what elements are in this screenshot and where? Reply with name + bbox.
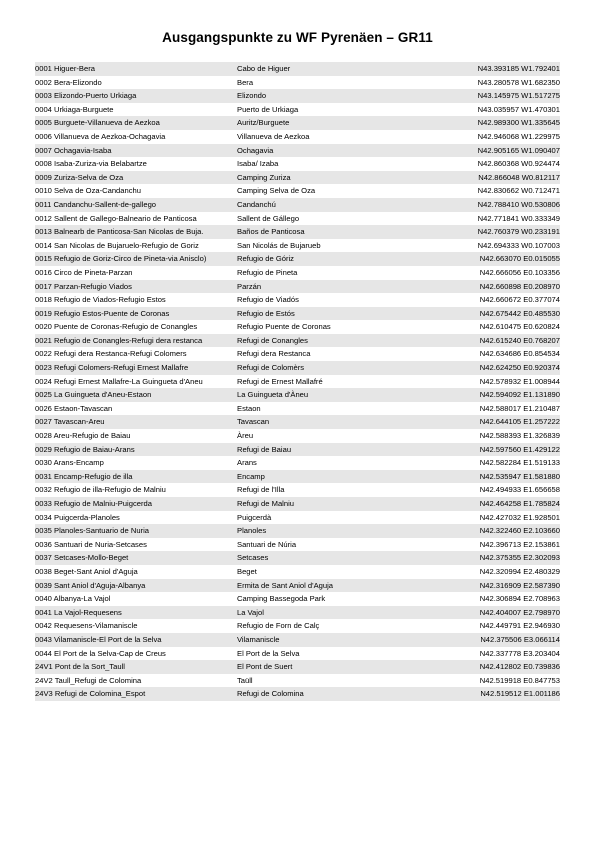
stage-name-cell: 0022 Refugi dera Restanca-Refugi Colomers (35, 349, 187, 359)
stage-name-cell: 0019 Refugio Estos-Puente de Coronas (35, 308, 170, 318)
start-point-cell: Baños de Panticosa (237, 227, 305, 237)
start-point-cell: El Pont de Suert (237, 662, 293, 672)
table-row (35, 619, 560, 633)
start-point-cell: Villanueva de Aezkoa (237, 131, 310, 141)
coordinates-cell: N42.666056 E0.103356 (479, 267, 560, 277)
coordinates-cell: N42.375355 E2.302093 (479, 553, 560, 563)
table-row (35, 171, 560, 185)
coordinates-cell: N42.494933 E1.656658 (479, 485, 560, 495)
stage-name-cell: 0024 Refugi Ernest Mallafre-La Guingueta d'Aneu (35, 376, 203, 386)
stage-name-cell: 0007 Ochagavia-Isaba (35, 145, 112, 155)
table-row (35, 456, 560, 470)
start-point-cell: Candanchú (237, 199, 276, 209)
table-row (35, 89, 560, 103)
table-row (35, 511, 560, 525)
start-point-cell: Tavascan (237, 417, 270, 427)
start-point-cell: Isaba/ Izaba (237, 159, 279, 169)
table-row (35, 687, 560, 701)
coordinates-cell: N42.946068 W1.229975 (477, 131, 560, 141)
coordinates-cell: N42.535947 E1.581880 (479, 471, 560, 481)
table-row (35, 266, 560, 280)
stage-name-cell: 0004 Urkiaga-Burguete (35, 104, 114, 114)
table-row (35, 293, 560, 307)
coordinates-cell: N42.396713 E2.153861 (479, 539, 560, 549)
table-row (35, 320, 560, 334)
start-point-cell: Refugi de Ernest Mallafré (237, 376, 323, 386)
coordinates-cell: N42.675442 E0.485530 (479, 308, 560, 318)
table-row (35, 660, 560, 674)
coordinates-cell: N42.860368 W0.924474 (477, 159, 560, 169)
stage-name-cell: 0032 Refugio de illa-Refugio de Malniu (35, 485, 166, 495)
start-point-cell: San Nicolás de Bujarueb (237, 240, 321, 250)
coordinates-cell: N42.316909 E2.587390 (479, 580, 560, 590)
table-row (35, 361, 560, 375)
coordinates-cell: N43.280578 W1.682350 (477, 77, 560, 87)
coordinates-cell: N42.588017 E1.210487 (479, 403, 560, 413)
table-row (35, 388, 560, 402)
start-point-cell: Setcases (237, 553, 269, 563)
table-row (35, 198, 560, 212)
coordinates-cell: N43.145975 W1.517275 (477, 91, 560, 101)
table-row (35, 157, 560, 171)
table-row (35, 334, 560, 348)
stage-name-cell: 0025 La Guingueta d'Aneu-Estaon (35, 390, 152, 400)
stage-name-cell: 24V3 Refugi de Colomina_Espot (35, 689, 146, 699)
stage-name-cell: 0018 Refugio de Viados-Refugio Estos (35, 295, 166, 305)
stage-name-cell: 0043 Vilamaniscle-El Port de la Selva (35, 634, 162, 644)
table-row (35, 415, 560, 429)
stage-name-cell: 0012 Sallent de Gallego-Balneario de Panticosa (35, 213, 197, 223)
start-point-cell: Refugi de Malniu (237, 499, 294, 508)
coordinates-cell: N42.320994 E2.480329 (479, 566, 560, 576)
stage-name-cell: 0028 Areu-Refugio de Baiau (35, 431, 131, 441)
table-row (35, 402, 560, 416)
start-point-cell: Sallent de Gállego (237, 213, 300, 223)
table-row (35, 497, 560, 511)
start-point-cell: Estaon (237, 403, 261, 413)
start-point-cell: Àreu (237, 431, 254, 441)
start-point-cell: Refugio de Pineta (237, 267, 298, 277)
coordinates-cell: N43.393185 W1.792401 (477, 64, 560, 73)
coordinates-cell: N42.610475 E0.620824 (479, 322, 560, 332)
table-row (35, 606, 560, 620)
stage-name-cell: 0038 Beget-Sant Aniol d'Aguja (35, 566, 138, 576)
stage-name-cell: 0029 Refugio de Baiau-Arans (35, 444, 135, 454)
table-row (35, 76, 560, 90)
stage-name-cell: 0011 Candanchu-Sallent-de-gallego (35, 199, 157, 209)
table-row (35, 212, 560, 226)
start-point-cell: Refugio Puente de Coronas (237, 322, 331, 332)
stage-name-cell: 0044 El Port de la Selva-Cap de Creus (35, 648, 166, 658)
stage-name-cell: 0002 Bera-Elizondo (35, 77, 102, 87)
stage-name-cell: 0026 Estaon-Tavascan (35, 403, 113, 413)
coordinates-cell: N42.660672 E0.377074 (479, 295, 560, 305)
coordinates-cell: N42.760379 W0.233191 (477, 227, 560, 237)
coordinates-cell: N42.634686 E0.854534 (479, 349, 560, 359)
table-row (35, 239, 560, 253)
table-row (35, 103, 560, 117)
table-row (35, 307, 560, 321)
start-point-cell: Taüll (237, 675, 253, 685)
table-row (35, 184, 560, 198)
stage-name-cell: 0039 Sant Aniol d'Aguja-Albanya (35, 580, 146, 590)
coordinates-cell: N42.582284 E1.519133 (479, 458, 560, 468)
start-point-cell: Refugi de Conangles (237, 335, 308, 345)
start-point-cell: Refugi dera Restanca (237, 349, 311, 359)
stage-name-cell: 0014 San Nicolas de Bujaruelo-Refugio de Goriz (35, 240, 199, 250)
start-point-cell: Camping Bassegoda Park (237, 594, 326, 604)
coordinates-cell: N42.337778 E3.203404 (479, 648, 560, 658)
table-row (35, 592, 560, 606)
table-row (35, 116, 560, 130)
coordinates-cell: N42.375506 E3.066114 (480, 634, 560, 644)
coordinates-cell: N42.771841 W0.333349 (477, 213, 560, 223)
coordinates-cell: N42.989300 W1.335645 (477, 118, 560, 128)
page-title: Ausgangspunkte zu WF Pyrenäen – GR11 (162, 30, 433, 45)
start-point-cell: Refugio de Forn de Calç (237, 621, 320, 631)
coordinates-cell: N42.905165 W1.090407 (477, 145, 560, 155)
start-point-cell: Camping Selva de Oza (237, 186, 316, 196)
stage-name-cell: 0031 Encamp-Refugio de illa (35, 471, 133, 481)
start-point-cell: Beget (237, 566, 257, 576)
stage-name-cell: 0023 Refugi Colomers-Refugi Ernest Mallafre (35, 363, 189, 373)
stage-name-cell: 0040 Albanya-La Vajol (35, 594, 111, 604)
coordinates-cell: N42.578932 E1.008944 (479, 376, 560, 386)
start-point-cell: Puigcerdà (237, 512, 272, 522)
stage-name-cell: 0030 Arans-Encamp (35, 458, 104, 468)
stage-name-cell: 0016 Circo de Pineta-Parzan (35, 267, 133, 277)
stage-name-cell: 0010 Selva de Oza-Candanchu (35, 186, 141, 196)
stage-name-cell: 0017 Parzan-Refugio Viados (35, 281, 132, 291)
stage-name-cell: 0027 Tavascan-Areu (35, 417, 105, 427)
table-row (35, 62, 560, 76)
coordinates-cell: N42.597560 E1.429122 (479, 444, 560, 454)
start-point-cell: Santuari de Núria (237, 539, 297, 549)
table-row (35, 633, 560, 647)
coordinates-cell: N42.694333 W0.107003 (477, 240, 560, 250)
start-point-cell: Refugio de Estós (237, 308, 295, 318)
table-row (35, 375, 560, 389)
start-point-cell: Refugio de Viadós (237, 295, 299, 305)
coordinates-cell: N42.660898 E0.208970 (479, 281, 560, 291)
start-point-cell: Refugi de Colomèrs (237, 363, 305, 373)
coordinates-cell: N42.404007 E2.798970 (479, 607, 560, 617)
table-row (35, 524, 560, 538)
start-point-cell: Refugi de l'Illa (237, 485, 285, 495)
start-point-cell: Ochagavia (237, 145, 274, 155)
table-row (35, 144, 560, 158)
table-row (35, 674, 560, 688)
table-row (35, 280, 560, 294)
coordinates-cell: N42.788410 W0.530806 (477, 199, 560, 209)
coordinates-cell: N42.519512 E1.001186 (480, 689, 560, 699)
stage-name-cell: 24V1 Pont de la Sort_Taull (35, 662, 125, 672)
start-point-cell: Encamp (237, 471, 265, 481)
coordinates-cell: N42.464258 E1.785824 (479, 499, 560, 508)
stage-name-cell: 0008 Isaba-Zuriza-via Belabartze (35, 159, 147, 169)
coordinates-cell: N42.615240 E0.768207 (479, 335, 560, 345)
table-row (35, 225, 560, 239)
coordinates-cell: N42.830662 W0.712471 (477, 186, 560, 196)
stage-name-cell: 0034 Puigcerda-Planoles (35, 512, 120, 522)
coordinates-cell: N42.306894 E2.708963 (479, 594, 560, 604)
stage-name-cell: 0006 Villanueva de Aezkoa-Ochagavia (35, 131, 166, 141)
start-point-cell: Parzán (237, 281, 262, 291)
start-point-cell: Planoles (237, 526, 267, 536)
start-point-cell: Arans (237, 458, 257, 468)
coordinates-cell: N42.519918 E0.847753 (479, 675, 560, 685)
start-point-cell: Refugi de Colomina (237, 689, 304, 699)
table-row (35, 429, 560, 443)
table-row (35, 551, 560, 565)
start-point-cell: Vilamaniscle (237, 634, 280, 644)
stage-name-cell: 0013 Balnearb de Panticosa-San Nicolas de Buja. (35, 227, 204, 237)
stage-name-cell: 0037 Setcases-Mollo-Beget (35, 553, 129, 563)
stage-name-cell: 0001 Higuer-Bera (35, 64, 95, 73)
coordinates-cell: N42.588393 E1.326839 (479, 431, 560, 441)
coordinates-cell: N42.663070 E0.015055 (479, 254, 560, 264)
start-point-cell: Bera (237, 77, 254, 87)
coordinates-cell: N42.594092 E1.131890 (479, 390, 560, 400)
start-point-cell: Refugi de Baiau (237, 444, 292, 454)
coordinates-cell: N42.644105 E1.257222 (479, 417, 560, 427)
table-row (35, 130, 560, 144)
start-point-cell: Puerto de Urkiaga (237, 104, 299, 114)
coordinates-cell: N42.624250 E0.920374 (479, 363, 560, 373)
table-row (35, 483, 560, 497)
stage-name-cell: 24V2 Taull_Refugi de Colomina (35, 675, 142, 685)
coordinates-cell: N42.427032 E1.928501 (479, 512, 560, 522)
stage-name-cell: 0005 Burguete-Villanueva de Aezkoa (35, 118, 160, 128)
start-point-cell: Ermita de Sant Aniol d'Aguja (237, 580, 334, 590)
table-row (35, 647, 560, 661)
coordinates-cell: N43.035957 W1.470301 (477, 104, 560, 114)
table-row (35, 252, 560, 266)
stage-name-cell: 0035 Planoles-Santuario de Nuria (35, 526, 149, 536)
table-row (35, 565, 560, 579)
stage-name-cell: 0021 Refugio de Conangles-Refugi dera restanca (35, 335, 203, 345)
stage-name-cell: 0015 Refugio de Goriz-Circo de Pineta-via Anisclo) (35, 254, 207, 264)
stage-name-cell: 0042 Requesens-Vilamaniscle (35, 621, 138, 631)
stage-name-cell: 0003 Elizondo-Puerto Urkiaga (35, 91, 137, 101)
start-point-cell: La Guingueta d'Àneu (237, 390, 309, 400)
stage-name-cell: 0033 Refugio de Malniu-Puigcerda (35, 499, 152, 508)
start-point-cell: Auritz/Burguete (237, 118, 290, 128)
table-row (35, 538, 560, 552)
stage-name-cell: 0020 Puente de Coronas-Refugio de Conangles (35, 322, 198, 332)
start-point-cell: El Port de la Selva (237, 648, 300, 658)
waypoint-table (35, 62, 560, 701)
start-point-cell: Elizondo (237, 91, 267, 101)
stage-name-cell: 0041 La Vajol-Requesens (35, 607, 122, 617)
table-row (35, 347, 560, 361)
start-point-cell: Camping Zuriza (237, 172, 291, 182)
table-row (35, 579, 560, 593)
stage-name-cell: 0036 Santuari de Nuria-Setcases (35, 539, 147, 549)
start-point-cell: La Vajol (237, 607, 264, 617)
coordinates-cell: N42.866048 W0.812117 (478, 172, 560, 182)
start-point-cell: Cabo de Higuer (237, 64, 291, 73)
table-row (35, 470, 560, 484)
coordinates-cell: N42.412802 E0.739836 (479, 662, 560, 672)
coordinates-cell: N42.322460 E2.103660 (479, 526, 560, 536)
table-row (35, 443, 560, 457)
coordinates-cell: N42.449791 E2.946930 (479, 621, 560, 631)
start-point-cell: Refugio de Góriz (237, 254, 294, 264)
stage-name-cell: 0009 Zuriza-Selva de Oza (35, 172, 124, 182)
